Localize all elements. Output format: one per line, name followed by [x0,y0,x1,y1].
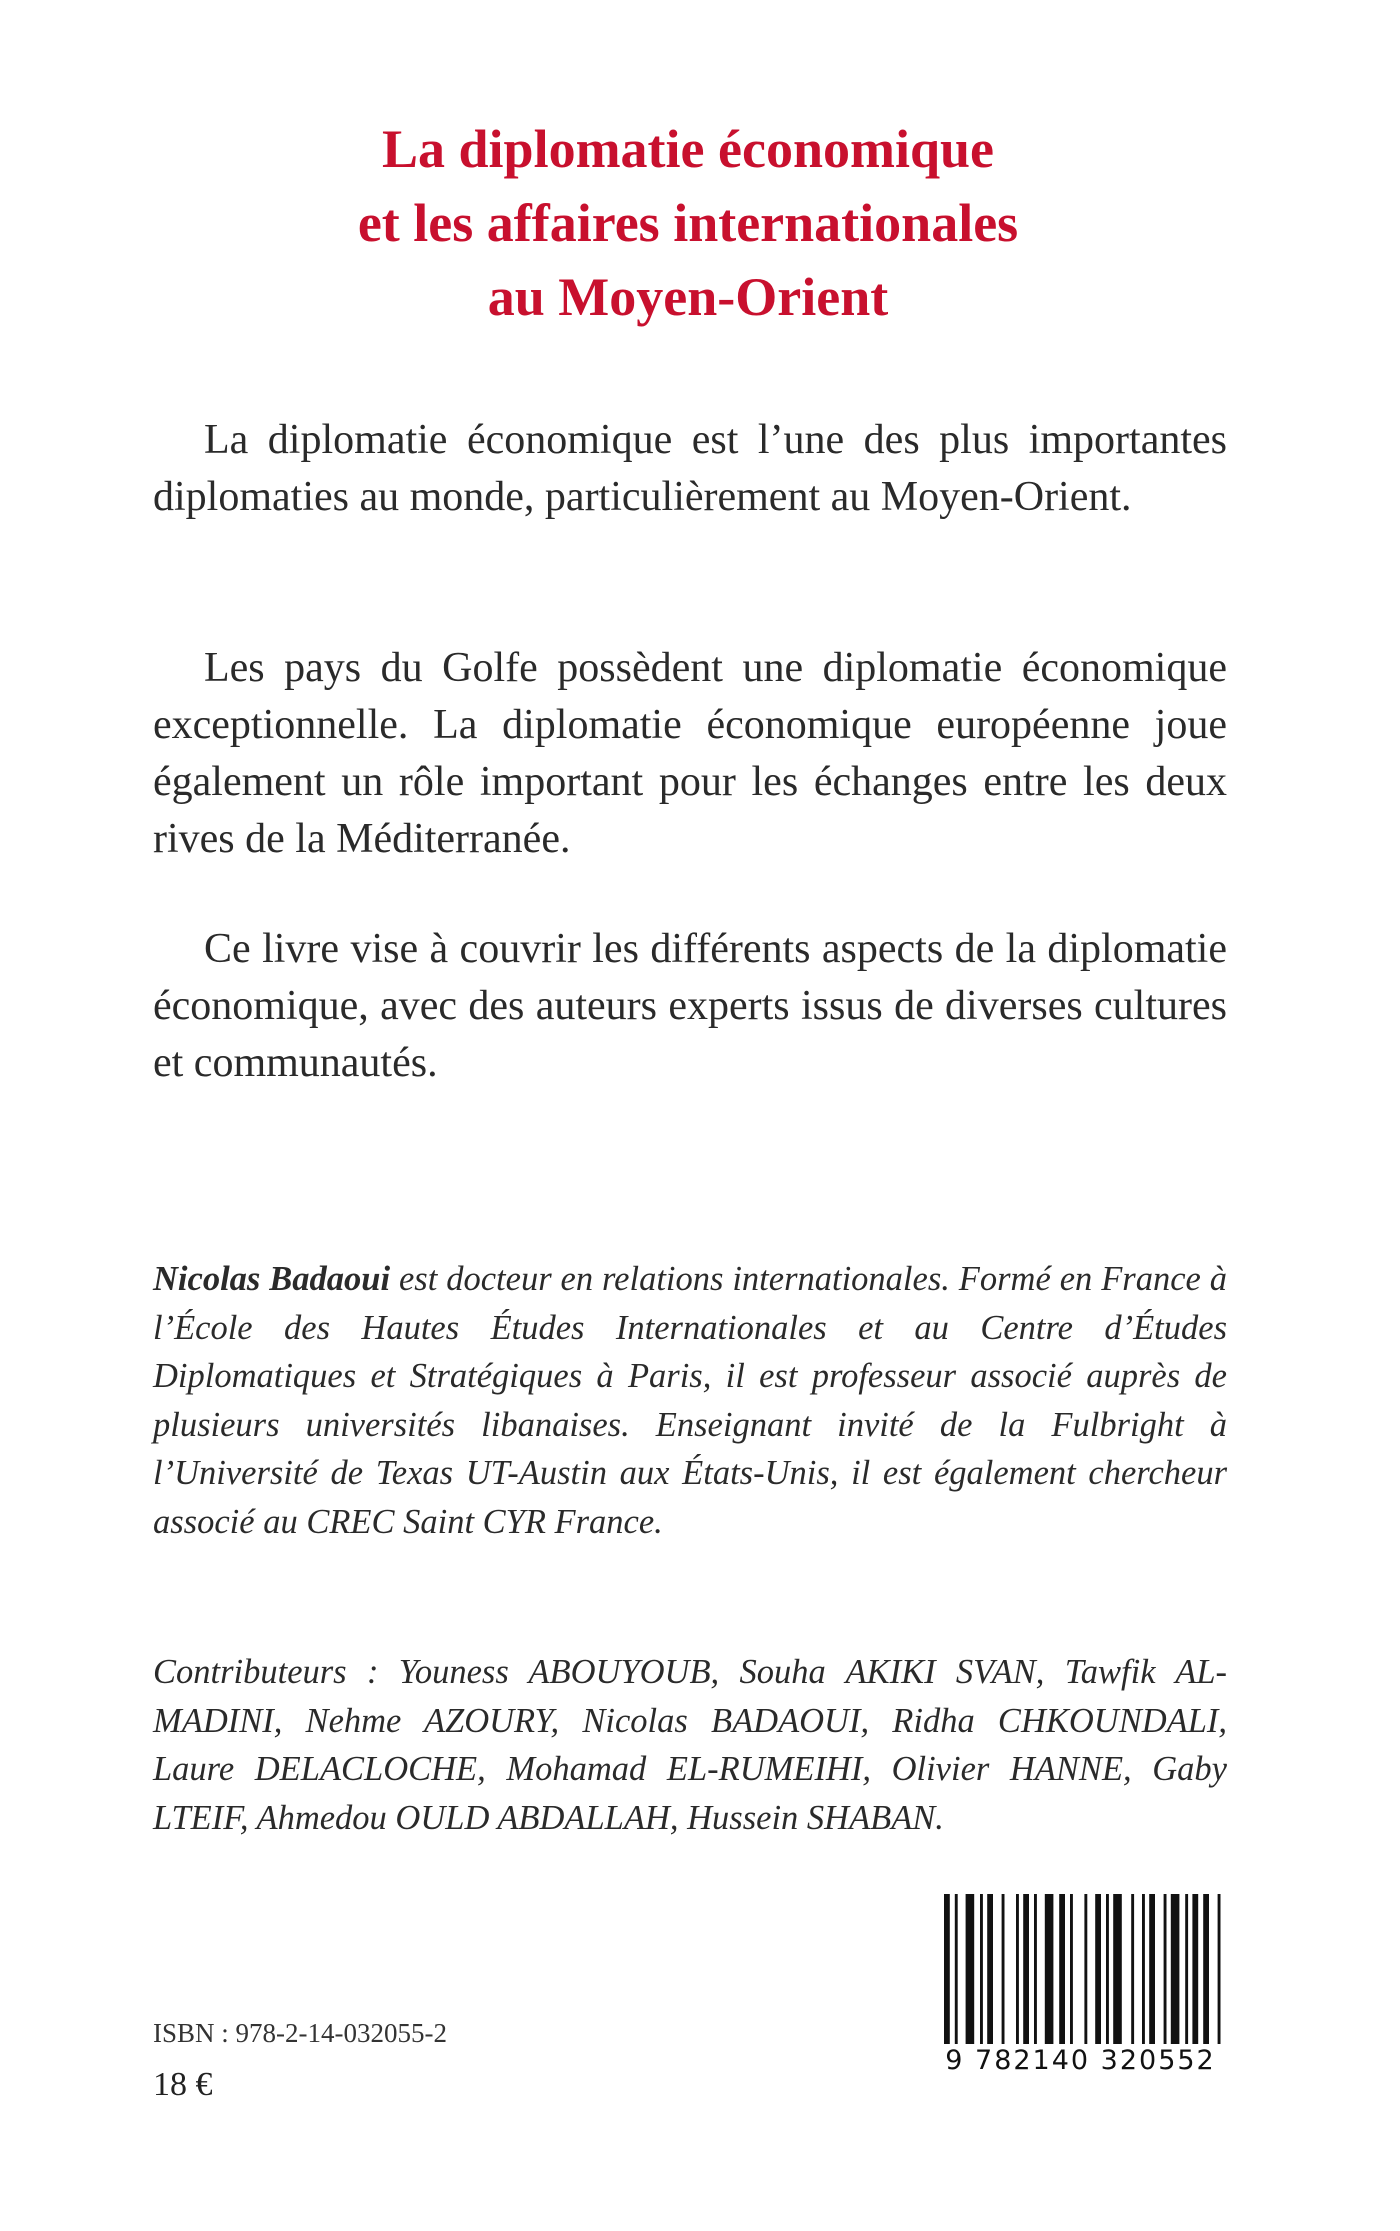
author-bio-text: est docteur en relations internationales. Formé en France à l’École des Hautes Études Internationales et au Centre d’Études Diplomatiques et Stratégiques à Paris, il est professeur associé auprès de plusieurs universités libanaises. Enseignant invité de la Fulbright à l’Université de Texas UT-Austin aux États-Unis, il est également chercheur associé au CREC Saint CYR France. [153,1260,1228,1541]
isbn-label: ISBN : 978-2-14-032055-2 [153,2018,447,2048]
barcode-bar [1095,1894,1101,2054]
barcode-bar [1002,1894,1005,2054]
barcode-bar [1164,1894,1167,2054]
barcode-bar [1192,1894,1198,2054]
barcode-bar [1203,1894,1209,2054]
description-paragraph-3 [153,921,1227,1092]
title-line-1: La diplomatie économique [381,119,994,179]
barcode-bar [955,1894,958,2054]
author-bio [153,1255,1227,1546]
barcode-bar [1034,1894,1037,2054]
barcode-bar [1106,1894,1109,2054]
description-paragraph-2-text: Les pays du Golfe possèdent une diplomatie économique exceptionnelle. La diplomatie économique européenne joue également un rôle important pour les échanges entre les deux rives de la Méditerranée. [153,645,1227,862]
price-label: 18 € [153,2066,213,2103]
barcode-bars [936,1894,1225,2064]
barcode-bar [1070,1894,1073,2054]
barcode-bar [1171,1894,1180,2054]
barcode-bar [966,1894,975,2054]
description-paragraph-1 [153,412,1227,526]
barcode-bar [1113,1894,1122,2054]
author-name: Nicolas Badaoui [153,1260,391,1298]
title-line-3: au Moyen-Orient [487,267,889,327]
barcode-bar [944,1894,950,2054]
barcode-bar [1084,1894,1087,2054]
description-paragraph-1-text: La diplomatie économique est l’une des plus importantes diplomaties au monde, particulièrement au Moyen-Orient. [153,417,1227,520]
barcode-bar [1131,1894,1134,2054]
book-title [150,112,1226,334]
barcode-bar [1059,1894,1065,2054]
barcode-bar [1023,1894,1029,2054]
contributors-list: Contributeurs : Youness ABOUYOUB, Souha AKIKI SVAN, Tawfik AL-MADINI, Nehme AZOURY, Nicolas BADAOUI, Ridha CHKOUNDALI, Laure DELACLOCHE, Mohamad EL-RUMEIHI, Olivier HANNE, Gaby LTEIF, Ahmedou OULD ABDALLAH, Hussein SHABAN. [153,1653,1227,1837]
barcode [936,1894,1225,2114]
barcode-bar [1045,1894,1054,2054]
barcode-bar [1142,1894,1145,2054]
barcode-bar [1016,1894,1019,2054]
barcode-bar [1149,1894,1155,2054]
barcode-digits: 9 782140 320552 [936,2044,1225,2078]
description-paragraph-3-text: Ce livre vise à couvrir les différents aspects de la diplomatie économique, avec des auteurs experts issus de diverses cultures et communautés. [153,926,1227,1086]
barcode-bar [980,1894,983,2054]
barcode-bar [1218,1894,1221,2054]
description-paragraph-2 [153,640,1227,868]
barcode-bar [1185,1894,1188,2054]
barcode-bar [987,1894,993,2054]
title-line-2: et les affaires internationales [357,193,1019,253]
